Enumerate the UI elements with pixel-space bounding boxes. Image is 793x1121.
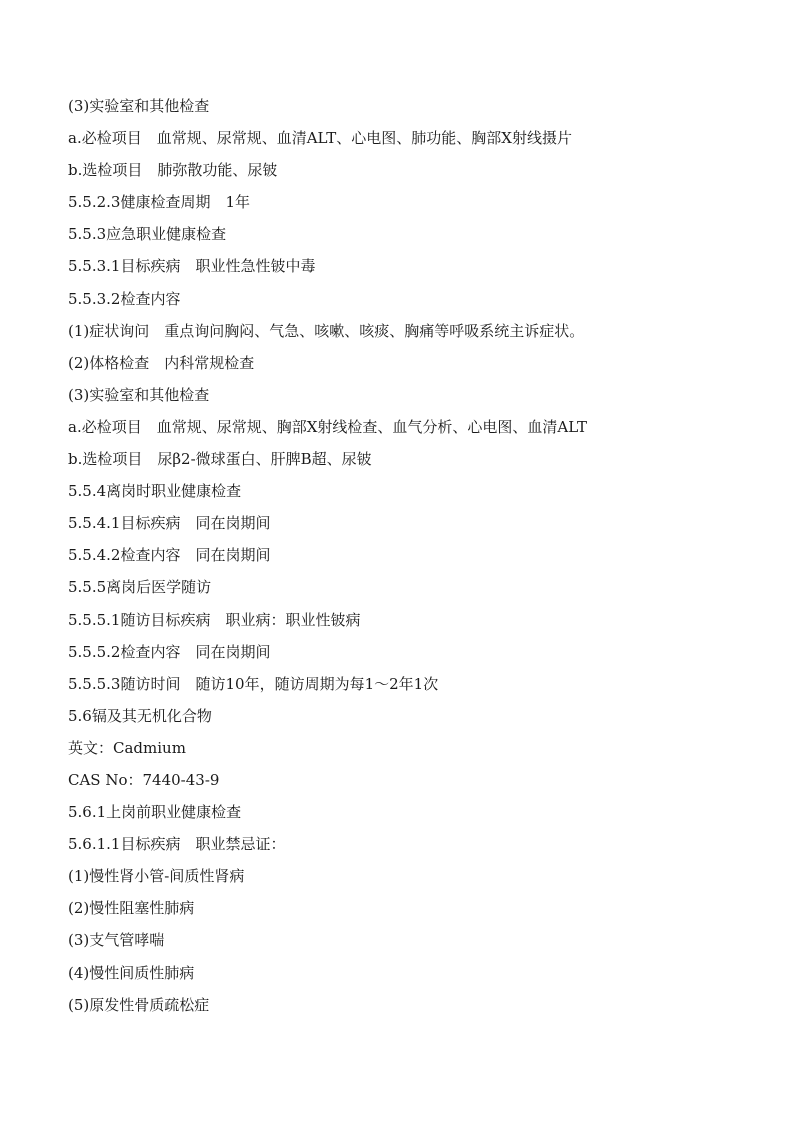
- text-line: 5.5.3.2检查内容: [68, 289, 181, 308]
- text-line: (3)实验室和其他检查: [68, 385, 210, 404]
- text-line: 5.5.5.1随访目标疾病 职业病：职业性铍病: [68, 610, 361, 629]
- list-item: (4)慢性间质性肺病: [68, 963, 195, 982]
- text-line: b.选检项目 尿β2-微球蛋白、肝脾B超、尿铍: [68, 450, 372, 469]
- text-line: 5.5.4.1目标疾病 同在岗期间: [68, 514, 271, 533]
- text-line: a.必检项目 血常规、尿常规、胸部X射线检查、血气分析、心电图、血清ALT: [68, 417, 587, 436]
- section-heading: 5.5.3应急职业健康检查: [68, 225, 227, 244]
- list-item: (3)支气管哮喘: [68, 931, 165, 950]
- text-line: 5.5.4.2检查内容 同在岗期间: [68, 546, 271, 565]
- text-line: 5.5.3.1目标疾病 职业性急性铍中毒: [68, 257, 316, 276]
- text-line: a.必检项目 血常规、尿常规、血清ALT、心电图、肺功能、胸部X射线摄片: [68, 129, 572, 148]
- text-line: (1)症状询问 重点询问胸闷、气急、咳嗽、咳痰、胸痛等呼吸系统主诉症状。: [68, 321, 585, 340]
- section-heading: 5.6镉及其无机化合物: [68, 706, 212, 725]
- section-heading: 5.6.1上岗前职业健康检查: [68, 803, 242, 822]
- text-line: 5.5.5.3随访时间 随访10年，随访周期为每1～2年1次: [68, 674, 439, 693]
- text-line: (3)实验室和其他检查: [68, 97, 210, 115]
- text-line: 5.5.5.2检查内容 同在岗期间: [68, 642, 271, 661]
- text-line: b.选检项目 肺弥散功能、尿铍: [68, 161, 278, 180]
- list-item: (2)慢性阻塞性肺病: [68, 899, 195, 918]
- document-body: [68, 90, 748, 1021]
- text-line: (2)体格检查 内科常规检查: [68, 353, 255, 372]
- section-heading: 5.5.5离岗后医学随访: [68, 578, 212, 597]
- list-item: (5)原发性骨质疏松症: [68, 995, 210, 1014]
- text-line: CAS No：7440-43-9: [68, 770, 220, 789]
- text-line: 英文：Cadmium: [68, 738, 186, 757]
- section-heading: 5.5.4离岗时职业健康检查: [68, 482, 242, 501]
- section-heading: 5.5.2.3健康检查周期 1年: [68, 193, 251, 212]
- text-line: 5.6.1.1目标疾病 职业禁忌证：: [68, 835, 286, 854]
- list-item: (1)慢性肾小管-间质性肾病: [68, 867, 245, 886]
